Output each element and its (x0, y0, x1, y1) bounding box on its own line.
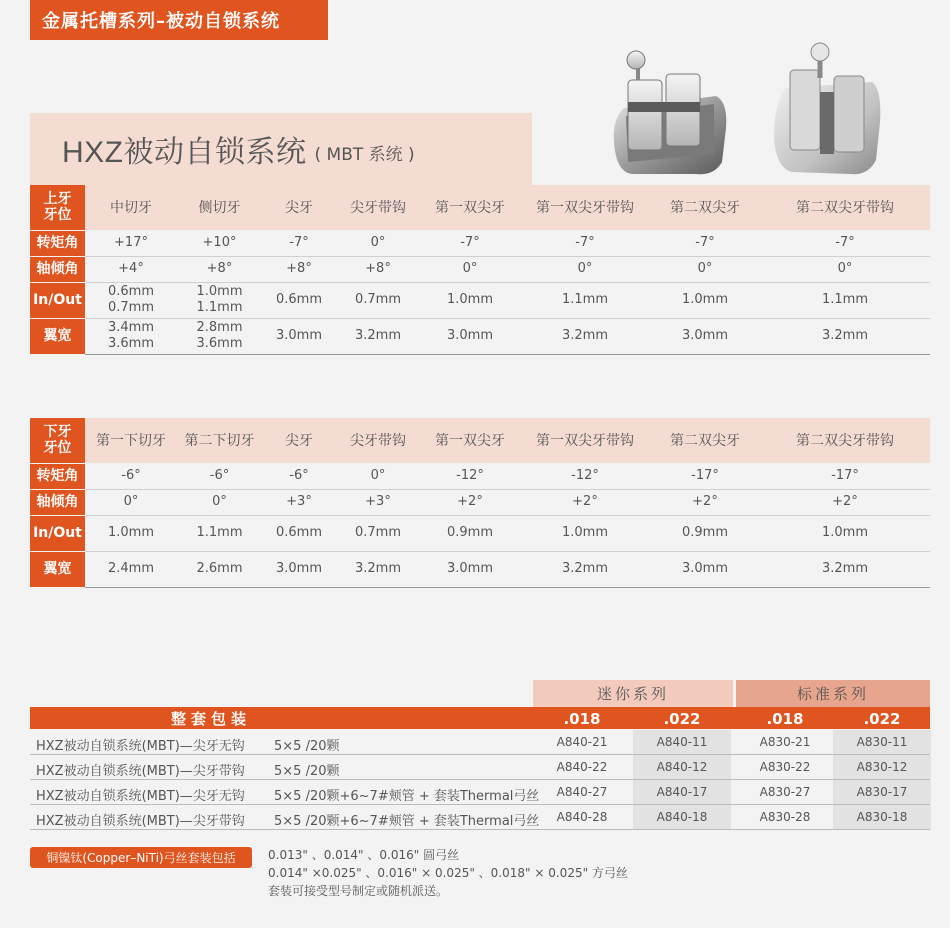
lower-row-label: 转矩角 (30, 463, 85, 489)
lower-cell: +3° (336, 489, 420, 515)
upper-col-5: 第一双尖牙带钩 (520, 185, 650, 230)
upper-cell: +4° (85, 256, 177, 282)
upper-header-label-text: 上牙 牙位 (43, 191, 72, 224)
lower-col-5: 第一双尖牙带钩 (520, 418, 650, 463)
lower-cell: 0° (177, 489, 262, 515)
lower-cell: +3° (262, 489, 336, 515)
upper-cell: -7° (520, 230, 650, 256)
upper-row-tip (30, 256, 930, 282)
upper-cell: 1.1mm (520, 282, 650, 318)
lower-col-1: 第二下切牙 (177, 418, 262, 463)
product-code: A830-17 (833, 780, 931, 804)
upper-teeth-spec-table (30, 185, 930, 355)
lower-cell: 3.0mm (420, 551, 520, 587)
series-standard-header: 标准系列 (736, 680, 930, 707)
lower-cell: +2° (760, 489, 930, 515)
product-code: A830-22 (759, 760, 811, 774)
lower-col-3: 尖牙带钩 (336, 418, 420, 463)
series-mini-header: 迷你系列 (533, 680, 733, 707)
lower-row-width (30, 551, 930, 587)
lower-cell: 0.9mm (420, 515, 520, 551)
wire-note-delivery: 套装可接受型号制定或随机派送。 (268, 884, 449, 898)
package-name: HXZ被动自锁系统(MBT)—尖牙无钩 (36, 739, 245, 754)
lower-header-row (30, 418, 930, 463)
upper-cell: 0.6mm (262, 282, 336, 318)
package-name: HXZ被动自锁系统(MBT)—尖牙带钩 (36, 764, 245, 779)
upper-cell: 3.0mm (262, 318, 336, 354)
upper-cell: 3.0mm (420, 318, 520, 354)
system-title (30, 113, 532, 185)
series-banner: 金属托槽系列–被动自锁系统 (30, 0, 328, 40)
package-header-bar (30, 707, 930, 729)
product-code: A840-11 (633, 730, 731, 754)
lower-col-7: 第二双尖牙带钩 (760, 418, 930, 463)
lower-cell: -6° (262, 463, 336, 489)
lower-col-4: 第一双尖牙 (420, 418, 520, 463)
upper-cell: 1.0mm (650, 282, 760, 318)
upper-col-4: 第一双尖牙 (420, 185, 520, 230)
upper-cell: -7° (650, 230, 760, 256)
upper-cell: 3.2mm (336, 318, 420, 354)
lower-cell: 1.0mm (760, 515, 930, 551)
package-spec: 5×5 /20颗+6~7#颊管 + 套装Thermal弓丝 (274, 789, 540, 804)
product-code: A830-28 (759, 810, 811, 824)
lower-cell: -6° (85, 463, 177, 489)
upper-row-label: 转矩角 (30, 230, 85, 256)
package-row (30, 780, 930, 805)
package-name: HXZ被动自锁系统(MBT)—尖牙无钩 (36, 789, 245, 804)
package-spec: 5×5 /20颗 (274, 739, 340, 754)
lower-row-tip (30, 489, 930, 515)
lower-teeth-spec-table (30, 418, 930, 588)
lower-cell: 0° (85, 489, 177, 515)
upper-cell: 3.2mm (520, 318, 650, 354)
upper-col-7: 第二双尖牙带钩 (760, 185, 930, 230)
wire-note-square: 0.014" ×0.025" 、0.016" × 0.025" 、0.018" × 0.025" 方弓丝 (268, 866, 628, 880)
upper-header-row (30, 185, 930, 230)
wire-notes (268, 846, 628, 900)
upper-cell: +10° (177, 230, 262, 256)
lower-col-2: 尖牙 (262, 418, 336, 463)
lower-cell: 1.1mm (177, 515, 262, 551)
upper-cell: +8° (177, 256, 262, 282)
upper-cell: +17° (85, 230, 177, 256)
package-head-title: 整套包装 (170, 710, 251, 728)
upper-col-3: 尖牙带钩 (336, 185, 420, 230)
product-code: A830-18 (833, 805, 931, 829)
lower-cell: -12° (520, 463, 650, 489)
upper-cell: 3.4mm 3.6mm (85, 318, 177, 354)
upper-col-1: 侧切牙 (177, 185, 262, 230)
upper-cell: 3.0mm (650, 318, 760, 354)
upper-col-2: 尖牙 (262, 185, 336, 230)
upper-cell: +8° (262, 256, 336, 282)
lower-cell: 0.9mm (650, 515, 760, 551)
wire-note-round: 0.013" 、0.014" 、0.016" 圆弓丝 (268, 848, 460, 862)
lower-cell: 0.7mm (336, 515, 420, 551)
upper-cell: 0° (420, 256, 520, 282)
upper-header-label (30, 185, 85, 230)
lower-row-label: 翼宽 (30, 551, 85, 587)
upper-cell: 0.7mm (336, 282, 420, 318)
upper-cell: -7° (420, 230, 520, 256)
lower-row-torque (30, 463, 930, 489)
upper-col-0: 中切牙 (85, 185, 177, 230)
lower-cell: -17° (650, 463, 760, 489)
lower-cell: 1.0mm (85, 515, 177, 551)
lower-cell: 2.6mm (177, 551, 262, 587)
lower-cell: 3.0mm (262, 551, 336, 587)
upper-cell: 0° (760, 256, 930, 282)
product-code: A840-12 (633, 755, 731, 779)
upper-row-label: 翼宽 (30, 318, 85, 354)
slot-022-mini: .022 (663, 710, 701, 728)
slot-022-std: .022 (863, 710, 901, 728)
slot-018-std: .018 (766, 710, 804, 728)
product-code: A830-27 (759, 785, 811, 799)
lower-cell: 1.0mm (520, 515, 650, 551)
upper-row-inout (30, 282, 930, 318)
lower-row-label: 轴倾角 (30, 489, 85, 515)
system-title-sub: ( MBT 系统 ) (314, 144, 415, 165)
package-spec: 5×5 /20颗 (274, 764, 340, 779)
upper-row-label: 轴倾角 (30, 256, 85, 282)
lower-cell: -12° (420, 463, 520, 489)
product-code: A840-27 (556, 785, 608, 799)
upper-cell: 0.6mm 0.7mm (85, 282, 177, 318)
upper-cell: +8° (336, 256, 420, 282)
product-code: A840-28 (556, 810, 608, 824)
upper-cell: 0° (650, 256, 760, 282)
product-code: A840-18 (633, 805, 731, 829)
upper-cell: 1.1mm (760, 282, 930, 318)
upper-cell: 0° (520, 256, 650, 282)
upper-cell: -7° (262, 230, 336, 256)
product-code: A830-11 (833, 730, 931, 754)
package-row (30, 755, 930, 780)
lower-cell: 3.2mm (760, 551, 930, 587)
bracket-photo-front (610, 50, 730, 178)
lower-cell: -6° (177, 463, 262, 489)
upper-cell: 1.0mm 1.1mm (177, 282, 262, 318)
upper-cell: -7° (760, 230, 930, 256)
lower-cell: +2° (420, 489, 520, 515)
lower-cell: +2° (650, 489, 760, 515)
lower-cell: 3.2mm (336, 551, 420, 587)
lower-cell: 3.2mm (520, 551, 650, 587)
product-code: A840-17 (633, 780, 731, 804)
upper-col-6: 第二双尖牙 (650, 185, 760, 230)
lower-col-6: 第二双尖牙 (650, 418, 760, 463)
package-name: HXZ被动自锁系统(MBT)—尖牙带钩 (36, 814, 245, 829)
bracket-photo-angled (772, 42, 884, 178)
lower-cell: 3.0mm (650, 551, 760, 587)
lower-cell: 0° (336, 463, 420, 489)
upper-row-label: In/Out (30, 282, 85, 318)
package-row (30, 730, 930, 755)
lower-col-0: 第一下切牙 (85, 418, 177, 463)
product-code: A830-21 (759, 735, 811, 749)
product-code: A840-21 (556, 735, 608, 749)
upper-cell: 0° (336, 230, 420, 256)
system-title-main: HXZ被动自锁系统 (62, 136, 307, 169)
copper-niti-tag: 铜镍钛(Copper–NiTi)弓丝套装包括 (30, 847, 252, 868)
upper-cell: 3.2mm (760, 318, 930, 354)
lower-cell: 2.4mm (85, 551, 177, 587)
product-code: A840-22 (556, 760, 608, 774)
package-row (30, 805, 930, 830)
slot-018-mini: .018 (563, 710, 601, 728)
lower-cell: 0.6mm (262, 515, 336, 551)
lower-row-inout (30, 515, 930, 551)
upper-cell: 2.8mm 3.6mm (177, 318, 262, 354)
lower-cell: -17° (760, 463, 930, 489)
product-code: A830-12 (833, 755, 931, 779)
upper-row-torque (30, 230, 930, 256)
lower-cell: +2° (520, 489, 650, 515)
lower-header-label-text: 下牙 牙位 (43, 424, 72, 457)
lower-header-label (30, 418, 85, 463)
lower-row-label: In/Out (30, 515, 85, 551)
package-spec: 5×5 /20颗+6~7#颊管 + 套装Thermal弓丝 (274, 814, 540, 829)
upper-row-width (30, 318, 930, 354)
upper-cell: 1.0mm (420, 282, 520, 318)
